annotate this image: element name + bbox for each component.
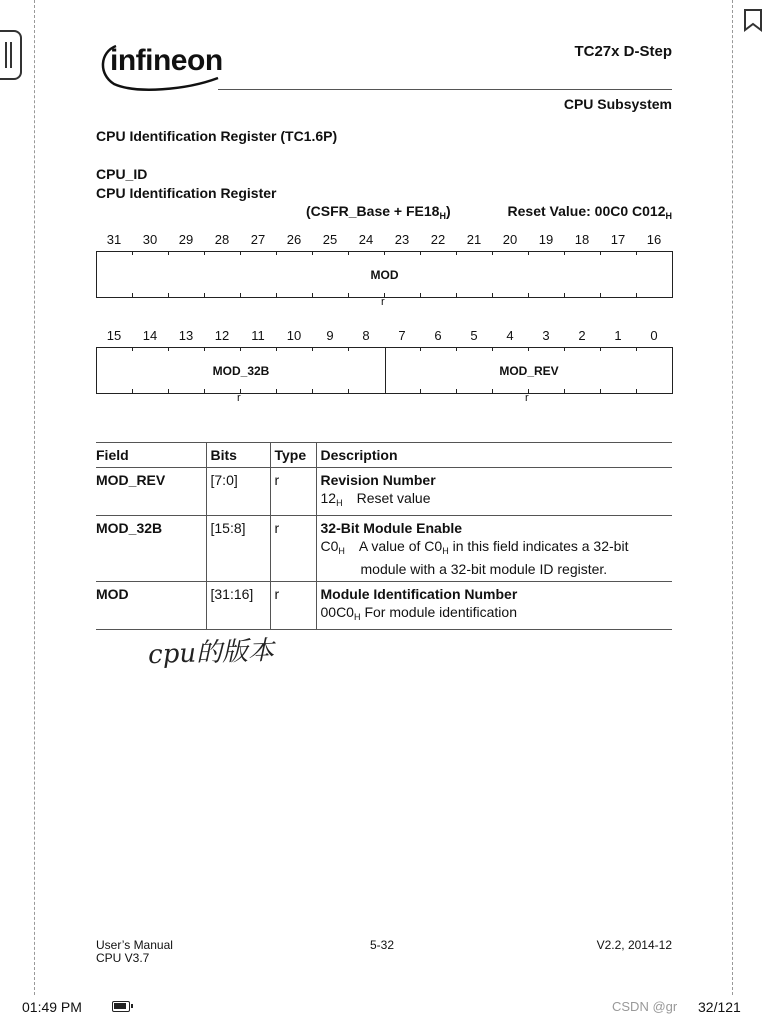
cell-field: MOD_REV	[96, 468, 206, 516]
bit-number: 1	[614, 328, 622, 343]
bit-number: 19	[538, 232, 554, 247]
desc-line	[321, 489, 671, 512]
bit-number: 22	[430, 232, 446, 247]
register-address	[306, 203, 451, 221]
field-mod32b-cell: MOD_32B	[97, 348, 386, 393]
bit-number: 26	[286, 232, 302, 247]
battery-icon	[112, 1001, 130, 1012]
desc-line	[321, 603, 671, 626]
table-header-row	[96, 443, 672, 468]
bit-number: 7	[398, 328, 406, 343]
menu-handle-icon	[5, 42, 12, 68]
field-mod-access: r	[381, 296, 385, 308]
desc-text: Reset value	[356, 490, 431, 506]
page-margin-right	[732, 0, 733, 995]
cell-bits: [7:0]	[206, 468, 270, 516]
infineon-logo	[96, 34, 226, 94]
bookmark-button[interactable]	[742, 8, 764, 32]
register-short-name: CPU_ID	[96, 166, 148, 182]
bit-number: 27	[250, 232, 266, 247]
bit-number: 12	[214, 328, 230, 343]
reset-prefix: Reset Value: 00C0 C012	[507, 203, 666, 219]
desc-value: C0	[320, 538, 339, 554]
bit-number: 13	[178, 328, 194, 343]
bit-number: 24	[358, 232, 374, 247]
col-header-type: Type	[270, 443, 316, 468]
bit-number: 28	[214, 232, 230, 247]
bit-number: 25	[322, 232, 338, 247]
cell-description	[316, 516, 672, 582]
status-time: 01:49 PM	[22, 999, 82, 1015]
watermark: CSDN @gr	[612, 999, 678, 1014]
upper-bit-numbers	[96, 232, 672, 250]
bit-number: 23	[394, 232, 410, 247]
cell-description	[316, 582, 672, 630]
bit-number: 16	[646, 232, 662, 247]
field-mod32b-access: r	[237, 392, 241, 404]
field-table	[96, 442, 672, 630]
bit-number: 15	[106, 328, 122, 343]
desc-text: A value of C0	[358, 538, 443, 554]
footer-manual: User’s Manual	[96, 938, 173, 952]
bit-number: 21	[466, 232, 482, 247]
desc-text: For module identification	[364, 604, 517, 620]
page-margin-left	[34, 0, 35, 995]
bit-number: 9	[326, 328, 334, 343]
desc-text-sub: H	[442, 546, 449, 556]
section-title: CPU Subsystem	[563, 96, 672, 112]
address-sub: H	[439, 211, 446, 221]
bit-number: 4	[506, 328, 514, 343]
desc-title: Module Identification Number	[320, 586, 518, 602]
bit-number: 2	[578, 328, 586, 343]
bit-number: 5	[470, 328, 478, 343]
bit-number: 8	[362, 328, 370, 343]
footer-cpu-version: CPU V3.7	[96, 951, 150, 965]
cell-type: r	[270, 516, 316, 582]
bit-number: 17	[610, 232, 626, 247]
cell-bits: [31:16]	[206, 582, 270, 630]
lower-bit-numbers	[96, 328, 672, 346]
table-row	[96, 468, 672, 516]
col-header-field: Field	[96, 443, 206, 468]
bit-number: 10	[286, 328, 302, 343]
cell-description	[316, 468, 672, 516]
cell-bits: [15:8]	[206, 516, 270, 582]
address-prefix: (CSFR_Base + FE18	[306, 203, 440, 219]
header-rule	[218, 89, 672, 90]
desc-title: Revision Number	[320, 472, 436, 488]
cell-field: MOD_32B	[96, 516, 206, 582]
cell-field: MOD	[96, 582, 206, 630]
table-row	[96, 582, 672, 630]
desc-line-2: module with a 32-bit module ID register.	[360, 561, 608, 577]
desc-value-sub: H	[336, 498, 343, 508]
table-row	[96, 516, 672, 582]
bit-number: 0	[650, 328, 658, 343]
page-indicator[interactable]: 32/121	[698, 999, 741, 1015]
field-modrev-cell: MOD_REV	[499, 363, 559, 378]
reset-sub: H	[665, 211, 672, 221]
bit-number: 20	[502, 232, 518, 247]
register-long-name: CPU Identification Register	[96, 185, 277, 201]
doc-title: TC27x D-Step	[574, 43, 672, 60]
bit-number: 6	[434, 328, 442, 343]
field-mod-cell: MOD	[370, 267, 399, 282]
bookmark-icon	[742, 8, 764, 32]
desc-value-sub: H	[353, 612, 361, 622]
bit-number: 29	[178, 232, 194, 247]
desc-line	[321, 537, 671, 560]
upper-ticks	[96, 251, 672, 298]
cell-type: r	[270, 468, 316, 516]
footer-doc-version: V2.2, 2014-12	[596, 938, 672, 952]
cell-type: r	[270, 582, 316, 630]
col-header-bits: Bits	[206, 443, 270, 468]
bit-number: 18	[574, 232, 590, 247]
reset-value	[508, 203, 672, 221]
desc-value-sub: H	[338, 546, 345, 556]
logo-text: infineon	[110, 44, 223, 77]
address-suffix: )	[445, 203, 451, 219]
field-modrev-access: r	[525, 392, 529, 404]
bit-number: 14	[142, 328, 158, 343]
bit-number: 3	[542, 328, 550, 343]
lower-ticks	[96, 347, 672, 394]
desc-value: 12	[320, 490, 337, 506]
desc-value: 00C0	[320, 604, 354, 620]
sidebar-toggle-button[interactable]	[0, 30, 22, 80]
desc-title: 32-Bit Module Enable	[320, 520, 463, 536]
desc-text-after: in this field indicates a 32-bit	[448, 538, 629, 554]
bit-number: 11	[251, 328, 265, 343]
bit-number: 31	[106, 232, 122, 247]
bit-number: 30	[142, 232, 158, 247]
handwritten-note: cpu的版本	[147, 635, 275, 671]
register-heading: CPU Identification Register (TC1.6P)	[96, 128, 338, 144]
col-header-description: Description	[316, 443, 672, 468]
footer-page-number: 5-32	[370, 938, 395, 952]
